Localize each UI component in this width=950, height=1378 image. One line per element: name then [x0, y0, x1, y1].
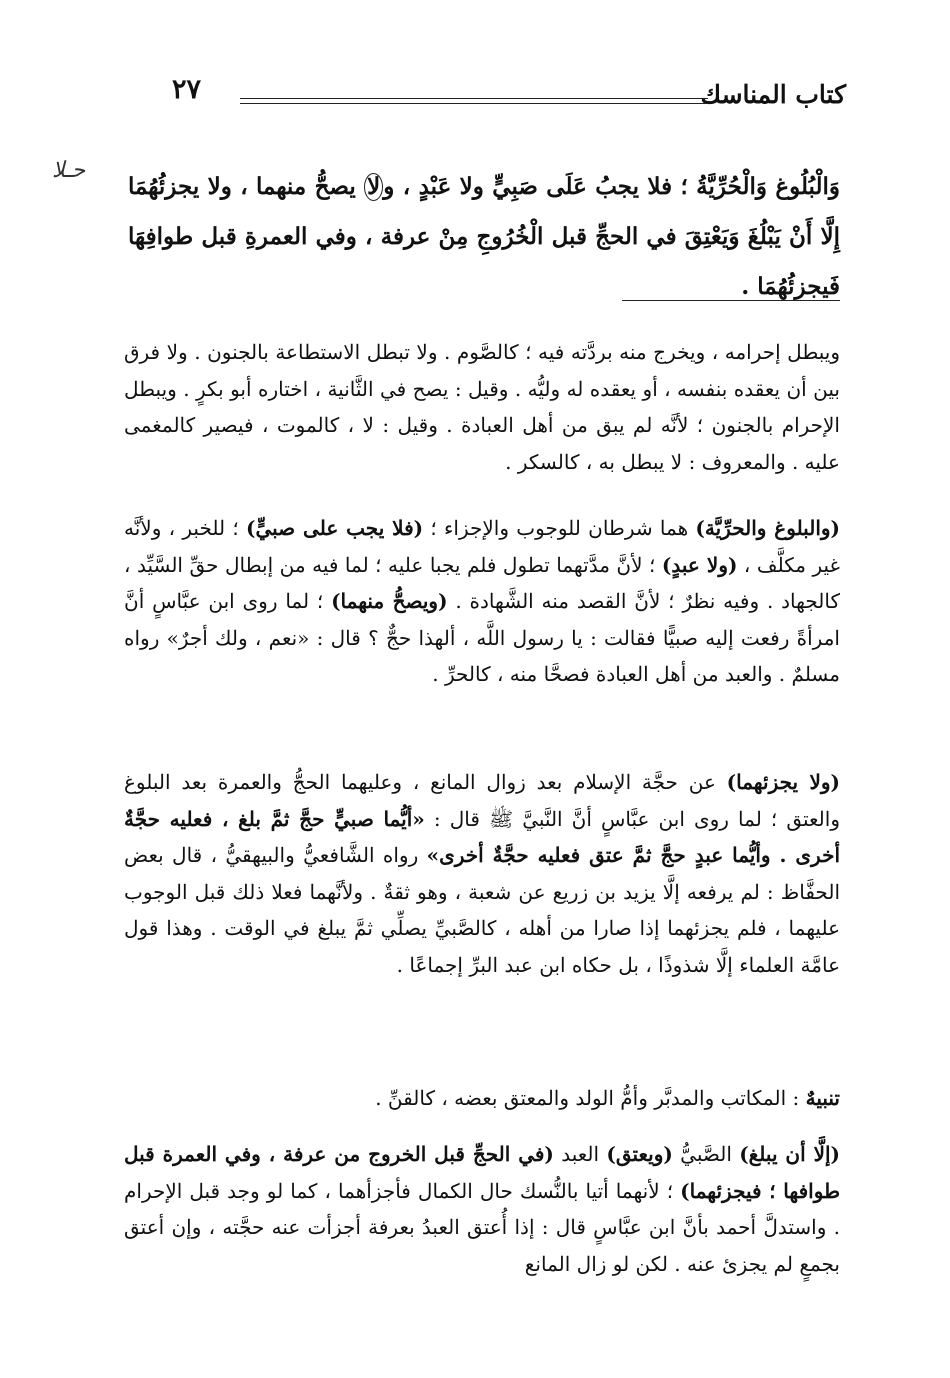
commentary-text: عن حجَّة الإسلام بعد زوال المانع ، وعليهما الحجُّ والعمرة بعد البلوغ والعتق ؛ لما روى ابن عبَّاسٍ أنَّ النَّبيَّ ﷺ قال :: [124, 770, 840, 831]
commentary-paragraph-2: [124, 510, 840, 693]
hadith-quote: «أيُّما صبيٍّ حجَّ ثمَّ بلغ ، فعليه حجَّةٌ أخرى . وأيُّما عبدٍ حجَّ ثمَّ عتق فعليه حجَّةٌ أخرى»: [124, 806, 841, 867]
quoted-matn: (ويصحُّ منهما): [331, 589, 448, 613]
commentary-text: : المكاتب والمدبَّر وأمُّ الولد والمعتق بعضه ، كالقنِّ .: [375, 1086, 806, 1110]
matn-text: [128, 162, 840, 312]
quoted-matn: (ولا عبدٍ): [661, 552, 738, 577]
matn-part-2: يصحُّ منهما ، ولا يجزئُهُمَا إِلَّا أَنْ يَبْلُغَ وَيَعْتِقَ في الحجِّ قبل الْخُرُوجِ مِنْ عرفة ، وفي العمرةِ قبل طوافِهَا فَيجزئُهُمَا .: [128, 173, 840, 300]
header-rule-lower: [240, 103, 708, 104]
commentary-text: العبد: [553, 1142, 607, 1166]
circled-word: لا: [364, 173, 383, 201]
quoted-matn: (والبلوغ والحرِّيَّة): [695, 516, 840, 540]
quoted-matn: (في الحجِّ قبل الخروج من عرفة ، وفي العمرة قبل طوافها ؛ فيجزئهما): [124, 1142, 840, 1203]
header-rule: [240, 98, 708, 99]
commentary-text: ؛ لأنَّ مدَّتهما تطول فلم يجبا عليه ؛ لما فيه من إبطال حقِّ السَّيِّد ، كالجهاد . وفيه نظرٌ ؛ لأنَّ القصد منه الشَّهادة .: [124, 552, 840, 613]
matn-separator-rule: [622, 300, 840, 301]
note-label: تنبيهٌ: [805, 1086, 840, 1110]
commentary-paragraph-3: [124, 764, 840, 983]
note-paragraph: [124, 1080, 840, 1117]
commentary-paragraph-1: ويبطل إحرامه ، ويخرج منه بردَّته فيه ؛ كالصَّوم . ولا تبطل الاستطاعة بالجنون . ولا فرق بين أن يعقده بنفسه ، أو يعقده له وليُّه . وقيل : يصح في الثَّانية ، اختاره أبو بكرٍ . ويبطل الإحرام بالجنون ؛ لأنَّه لم يبق من أهل العبادة . وقيل : لا ، كالموت ، فيصير كالمغمى عليه . والمعروف : لا يبطل به ، كالسكر .: [124, 340, 840, 474]
quoted-matn: (ويعتق): [606, 1142, 673, 1166]
commentary-text: الصَّبيُّ: [672, 1142, 740, 1166]
running-header-title: كتاب المناسك: [700, 80, 846, 109]
commentary-text: ؛ للخبر ، ولأنَّه غير مكلَّف ،: [124, 516, 840, 577]
quoted-matn: (إلَّا أن يبلغ): [739, 1142, 841, 1166]
page-number: ٢٧: [172, 74, 202, 105]
commentary-text: رواه الشَّافعيُّ والبيهقيُّ ، قال بعض الحفَّاظ : لم يرفعه إلَّا يزيد بن زريع عن شعبة ، وهو ثقةٌ . ولأنَّهما فعلا ذلك قبل الوجوب عليهما ، فلم يجزئهما إذا صارا من أهله ، كالصَّبيِّ يصلِّي ثمَّ يبلغ في الوقت . وهذا قول عامَّة العلماء إلَّا شذوذًا ، بل حكاه ابن عبد البرِّ إجماعًا .: [124, 843, 840, 977]
commentary-paragraph-5: [124, 1136, 840, 1282]
commentary-text: هما شرطان للوجوب والإجزاء ؛: [423, 516, 696, 540]
handwritten-margin-note: حـلا: [52, 158, 86, 183]
quoted-matn: (فلا يجب على صبيٍّ): [246, 516, 424, 540]
commentary-text: ؛ لما روى ابن عبَّاسٍ أنَّ امرأةً رفعت إليه صبيًّا فقالت : يا رسول اللَّه ، ألهذا حجٌّ ؟ قال : «نعم ، ولك أجرٌ» رواه مسلمٌ . والعبد من أهل العبادة فصحَّا منه ، كالحرِّ .: [124, 589, 840, 686]
matn-part-1: وَالْبُلُوغ وَالْحُرِّيَّةُ ؛ فلا يجبُ عَلَى صَبِيٍّ ولا عَبْدٍ ، و: [383, 173, 841, 200]
quoted-matn: (ولا يجزئهما): [726, 770, 841, 794]
commentary-text: ؛ لأنهما أتيا بالنُّسك حال الكمال فأجزأهما ، كما لو وجد قبل الإحرام . واستدلَّ أحمد بأنَّ ابن عبَّاسٍ قال : إذا أُعتق العبدُ بعرفة أجزأت عنه حجَّته ، وإن أعتق بجمعٍ لم يجزئ عنه . لكن لو زال المانع: [124, 1178, 840, 1276]
